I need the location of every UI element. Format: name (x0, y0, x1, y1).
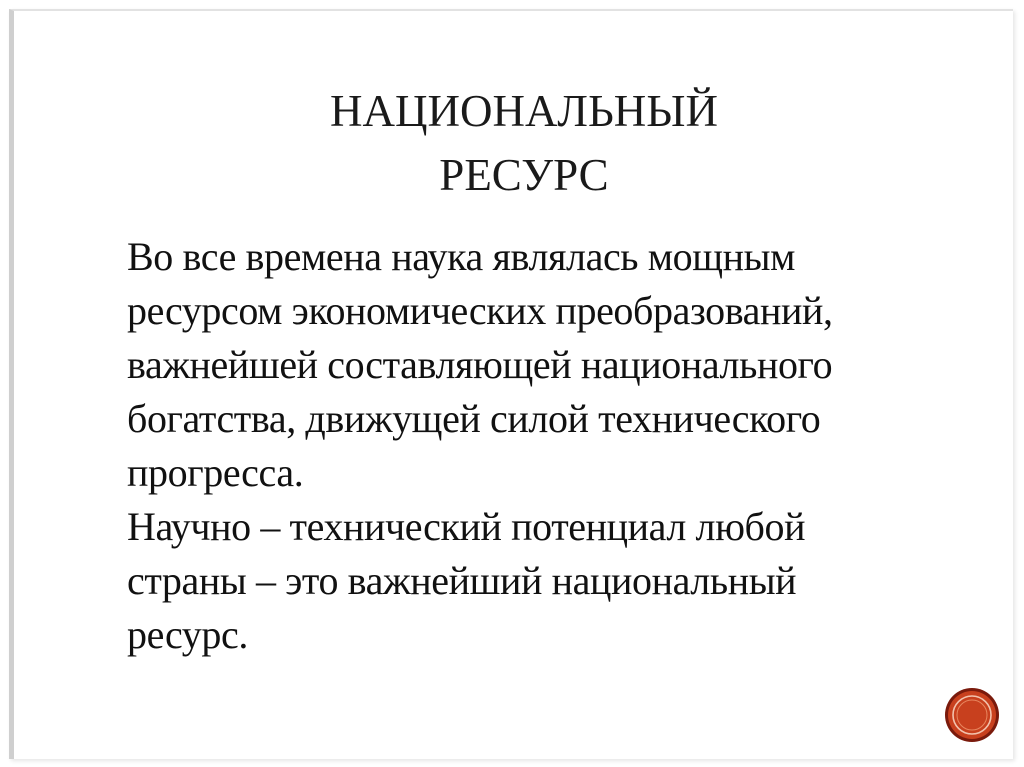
body-line: прогресса. (127, 450, 304, 495)
slide-title (154, 79, 894, 207)
body-line: Научно – технический потенциал любой (127, 504, 806, 549)
title-line-1: НАЦИОНАЛЬНЫЙ (329, 86, 719, 136)
title-line-2: РЕСУРС (439, 150, 609, 200)
circle-nav-icon (943, 686, 1001, 744)
body-line: важнейшей составляющей национального (127, 342, 833, 387)
slide-nav-button[interactable] (943, 686, 1001, 744)
slide-body (127, 230, 957, 662)
body-line: Во все времена наука являлась мощным (127, 234, 796, 279)
body-line: страны – это важнейший национальный (127, 558, 797, 603)
body-line: ресурс. (127, 612, 248, 657)
slide (9, 9, 1013, 759)
body-line: богатства, движущей силой технического (127, 396, 821, 441)
body-line: ресурсом экономических преобразований, (127, 288, 833, 333)
